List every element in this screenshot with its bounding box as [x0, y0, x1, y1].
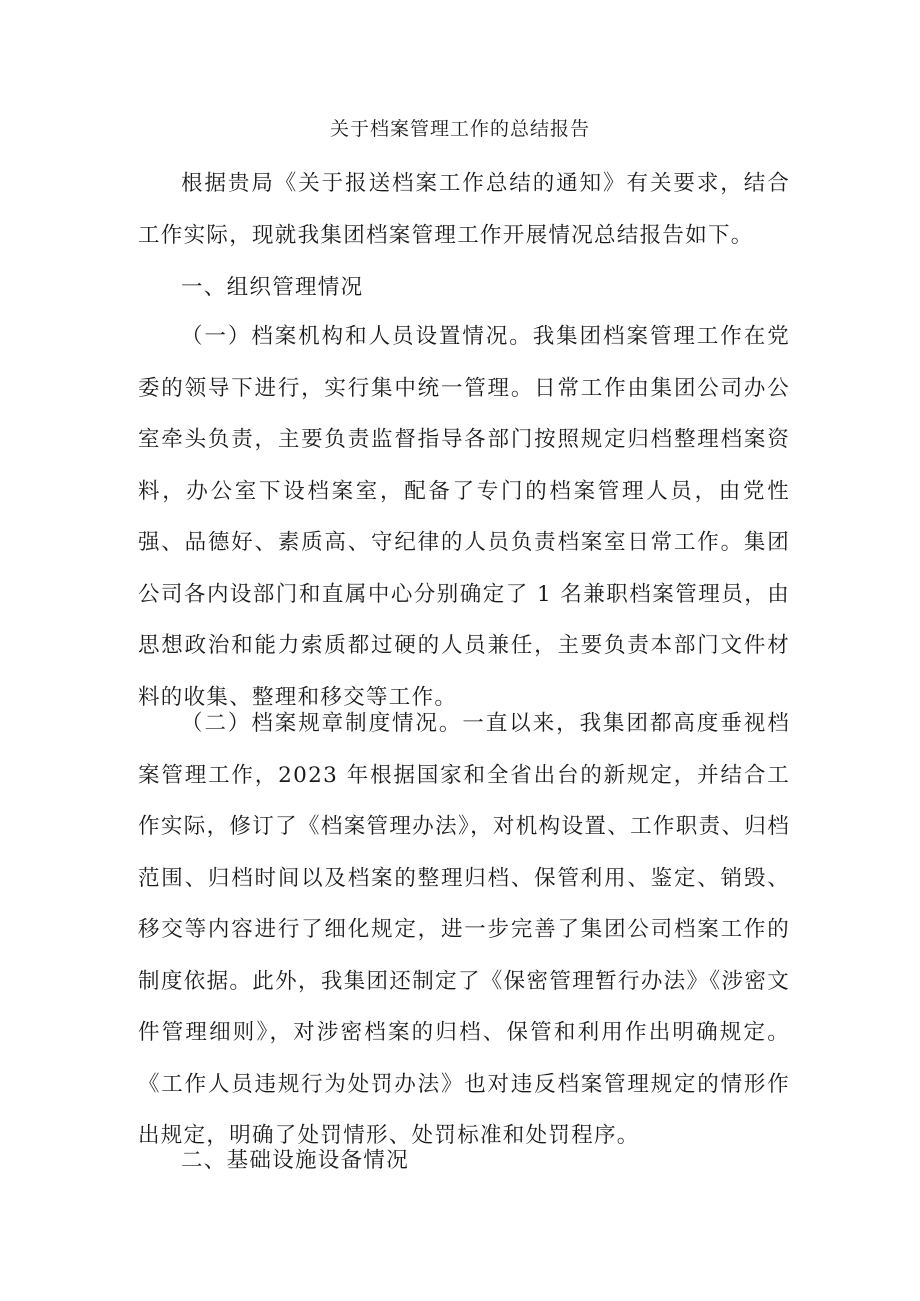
paragraph-archive-staffing: （一）档案机构和人员设置情况。我集团档案管理工作在党委的领导下进行，实行集中统一管理。日常工作由集团公司办公室牵头负责，主要负责监督指导各部门按照规定归档整理档案资料，办公室下设档案室，配备了专门的档案管理人员，由党性强、品德好、素质高、守纪律的人员负责档案室日常工作。集团公司各内设部门和直属中心分别确定了 1 名兼职档案管理员，由思想政治和能力索质都过硬的人员兼任，主要负责本部门文件材料的收集、整理和移交等工作。 — [138, 324, 790, 710]
section-heading-organization: 一、组织管理情况 — [181, 275, 364, 300]
intro-paragraph: 根据贵局《关于报送档案工作总结的通知》有关要求，结合工作实际，现就我集团档案管理工作开展情况总结报告如下。 — [138, 171, 790, 248]
document-title: 关于档案管理工作的总结报告 — [329, 118, 590, 140]
section-heading-infrastructure: 二、基础设施设备情况 — [181, 1148, 410, 1173]
paragraph-archive-regulations: （二）档案规章制度情况。一直以来，我集团都高度垂视档案管理工作，2023 年根据国家和全省出台的新规定，并结合工作实际，修订了《档案管理办法》，对机构设置、工作职责、归档范围、归档时间以及档案的整理归档、保管利用、鉴定、销毁、移交等内容进行了细化规定，进一步完善了集团公司档案工作的制度依据。此外，我集团还制定了《保密管理暂行办法》《涉密文件管理细则》，对涉密档案的归档、保管和利用作出明确规定。《工作人员违规行为处罚办法》也对违反档案管理规定的情形作出规定，明确了处罚情形、处罚标准和处罚程序。 — [138, 711, 790, 1148]
